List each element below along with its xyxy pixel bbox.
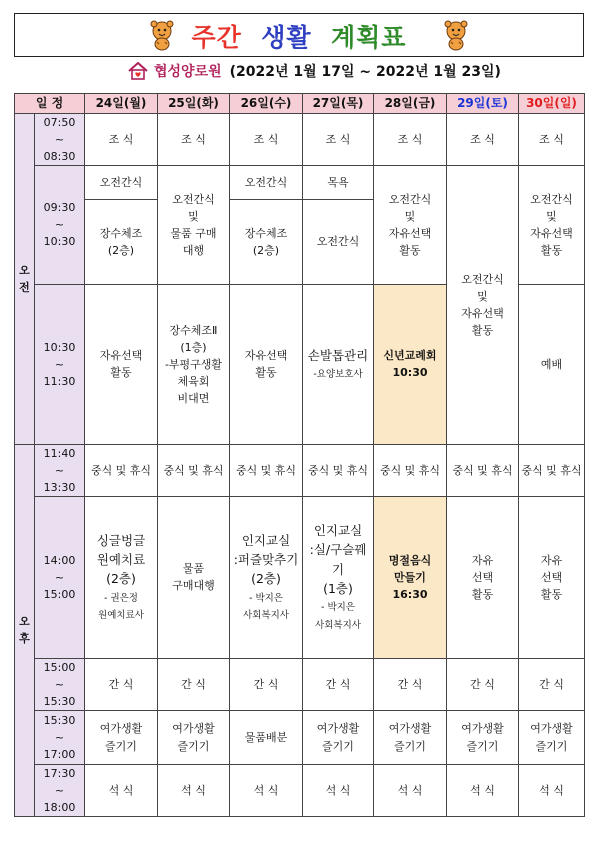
schedule-table [14, 93, 585, 817]
cell-wed-distribution: 물품배분 [230, 711, 303, 765]
cell-snack: 간 식 [158, 658, 230, 710]
subtitle [128, 60, 501, 82]
row-breakfast [15, 113, 585, 165]
cell-mon-exercise: 장수체조 (2층) [85, 199, 158, 284]
row-1400 [15, 496, 585, 658]
cell-dinner: 석 식 [374, 765, 447, 817]
cell-breakfast: 조 식 [158, 113, 230, 165]
wed-cognition-note: - 박지은 사회복지사 [243, 592, 289, 622]
time-slot: 15:30 ~ 17:00 [35, 711, 85, 765]
cell-lunch: 중식 및 휴식 [519, 444, 585, 496]
cell-breakfast: 조 식 [85, 113, 158, 165]
cell-snack: 간 식 [230, 658, 303, 710]
cell-thu-bath: 목욕 [303, 165, 374, 199]
cell-fri-0930: 오전간식 및 자유선택 활동 [374, 165, 447, 284]
cell-tue-leisure: 여가생활 즐기기 [158, 711, 230, 765]
time-slot: 15:00 ~ 15:30 [35, 658, 85, 710]
cell-thu-leisure: 여가생활 즐기기 [303, 711, 374, 765]
cell-wed-exercise: 장수체조 (2층) [230, 199, 303, 284]
cell-sun-leisure: 여가생활 즐기기 [519, 711, 585, 765]
cell-wed-snack: 오전간식 [230, 165, 303, 199]
cell-sat-1400: 자유 선택 활동 [447, 496, 519, 658]
row-leisure [15, 711, 585, 765]
cell-sun-1030: 예배 [519, 284, 585, 444]
cell-lunch: 중식 및 휴식 [303, 444, 374, 496]
cell-breakfast: 조 식 [374, 113, 447, 165]
cell-breakfast: 조 식 [519, 113, 585, 165]
cell-sat-morning: 오전간식 및 자유선택 활동 [447, 165, 519, 444]
home-logo-icon [128, 62, 148, 80]
time-slot: 11:40 ~ 13:30 [35, 444, 85, 496]
cell-lunch: 중식 및 휴식 [230, 444, 303, 496]
cell-dinner: 석 식 [303, 765, 374, 817]
time-slot: 07:50 ~ 08:30 [35, 113, 85, 165]
institution-name: 협성양로원 [154, 64, 222, 80]
time-slot: 10:30 ~ 11:30 [35, 284, 85, 444]
cell-breakfast: 조 식 [447, 113, 519, 165]
cell-mon-1400 [85, 496, 158, 658]
row-0930-a [15, 165, 585, 199]
cell-lunch: 중식 및 휴식 [374, 444, 447, 496]
cell-tue-1400: 물품 구매대행 [158, 496, 230, 658]
page-title [15, 18, 583, 54]
cell-tue-0930: 오전간식 및 물품 구매 대행 [158, 165, 230, 284]
thu-nail-care: 손발톱관리 [307, 347, 369, 363]
row-snack [15, 658, 585, 710]
cell-sat-leisure: 여가생활 즐기기 [447, 711, 519, 765]
time-slot: 14:00 ~ 15:00 [35, 496, 85, 658]
cell-mon-snack: 오전간식 [85, 165, 158, 199]
day-header-tue: 25일(화) [158, 94, 230, 114]
thu-cognition-note: - 박지은 사회복지사 [315, 602, 361, 632]
tiger-mascot-icon [439, 18, 473, 52]
cell-lunch: 중식 및 휴식 [158, 444, 230, 496]
cell-snack: 간 식 [519, 658, 585, 710]
cell-lunch: 중식 및 휴식 [447, 444, 519, 496]
mon-horticulture: 싱글벙글 원예치료 (2층) [96, 532, 146, 587]
mon-horticulture-note: - 권은정 원예치료사 [98, 592, 144, 622]
time-slot: 09:30 ~ 10:30 [35, 165, 85, 284]
cell-breakfast: 조 식 [230, 113, 303, 165]
header-row [15, 94, 585, 114]
cell-dinner: 석 식 [519, 765, 585, 817]
cell-breakfast: 조 식 [303, 113, 374, 165]
title-part-2: 생활 [261, 23, 312, 52]
time-slot: 17:30 ~ 18:00 [35, 765, 85, 817]
cell-mon-leisure: 여가생활 즐기기 [85, 711, 158, 765]
period-am: 오 전 [15, 113, 35, 444]
thu-cognition: 인지교실 :실/구슬꿰기 (1층) [309, 522, 367, 597]
cell-sun-1400: 자유 선택 활동 [519, 496, 585, 658]
cell-lunch: 중식 및 휴식 [85, 444, 158, 496]
title-part-3: 계획표 [331, 23, 407, 52]
cell-sun-0930: 오전간식 및 자유선택 활동 [519, 165, 585, 284]
cell-thu-snack: 오전간식 [303, 199, 374, 284]
schedule-period: (2022년 1월 17일 ~ 2022년 1월 23일) [229, 64, 501, 80]
cell-mon-1030: 자유선택 활동 [85, 284, 158, 444]
cell-snack: 간 식 [447, 658, 519, 710]
day-header-fri: 28일(금) [374, 94, 447, 114]
cell-dinner: 석 식 [85, 765, 158, 817]
cell-thu-1400 [303, 496, 374, 658]
cell-fri-1030: 신년교례회 10:30 [374, 284, 447, 444]
cell-wed-1400 [230, 496, 303, 658]
column-label: 일 정 [15, 94, 85, 114]
period-pm: 오 후 [15, 444, 35, 816]
cell-snack: 간 식 [374, 658, 447, 710]
cell-snack: 간 식 [85, 658, 158, 710]
day-header-wed: 26일(수) [230, 94, 303, 114]
day-header-thu: 27일(목) [303, 94, 374, 114]
row-dinner [15, 765, 585, 817]
wed-cognition: 인지교실 :퍼즐맞추기 (2층) [233, 532, 299, 587]
title-box [14, 13, 584, 57]
day-header-sat: 29일(토) [447, 94, 519, 114]
cell-wed-1030: 자유선택 활동 [230, 284, 303, 444]
cell-snack: 간 식 [303, 658, 374, 710]
day-header-sun: 30일(일) [519, 94, 585, 114]
cell-dinner: 석 식 [158, 765, 230, 817]
cell-dinner: 석 식 [447, 765, 519, 817]
day-header-mon: 24일(월) [85, 94, 158, 114]
row-lunch [15, 444, 585, 496]
cell-fri-leisure: 여가생활 즐기기 [374, 711, 447, 765]
cell-dinner: 석 식 [230, 765, 303, 817]
cell-tue-1030: 장수체조Ⅱ (1층) -부평구생활 체육회 비대면 [158, 284, 230, 444]
thu-nail-care-note: -요양보호사 [313, 369, 363, 381]
title-part-1: 주간 [191, 23, 242, 52]
cell-fri-1400: 명절음식 만들기 16:30 [374, 496, 447, 658]
cell-thu-1030 [303, 284, 374, 444]
